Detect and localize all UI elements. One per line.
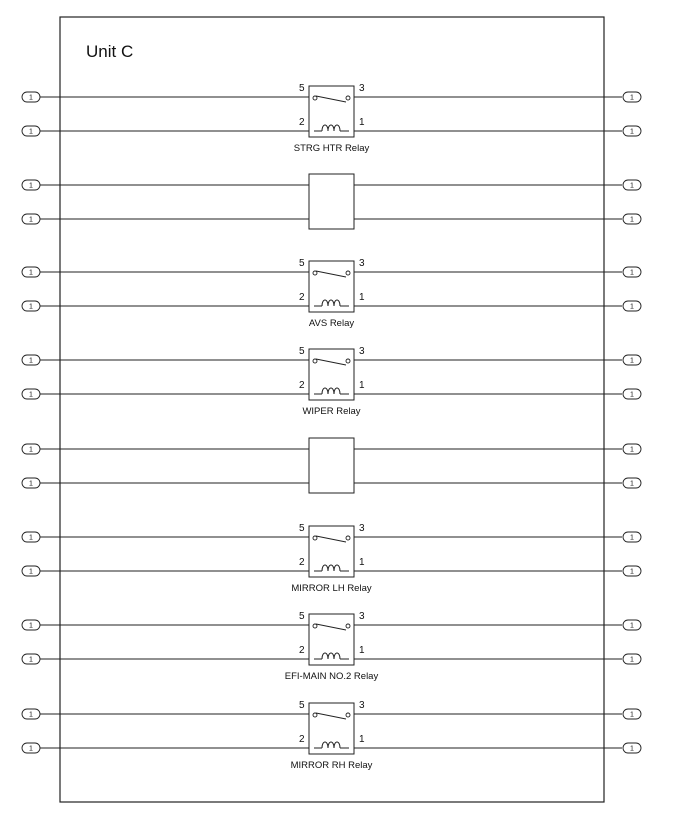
relay-symbol bbox=[309, 261, 354, 312]
connector-pin-label: 1 bbox=[630, 745, 634, 753]
pin-label-bottom-right: 1 bbox=[359, 117, 365, 128]
connector-pin-label: 1 bbox=[630, 216, 634, 224]
relay-row bbox=[22, 611, 641, 682]
switch-contact-left bbox=[313, 713, 317, 717]
switch-contact-right bbox=[346, 536, 350, 540]
switch-contact-left bbox=[313, 271, 317, 275]
connector-left-upper bbox=[22, 267, 40, 277]
pin-label-bottom-left: 2 bbox=[299, 380, 305, 391]
pin-label-top-right: 3 bbox=[359, 523, 365, 534]
pin-label-bottom-left: 2 bbox=[299, 734, 305, 745]
connector-pin-label: 1 bbox=[630, 391, 634, 399]
connector-pin-label: 1 bbox=[29, 534, 33, 542]
connector-pin-label: 1 bbox=[29, 656, 33, 664]
relay-name-label: AVS Relay bbox=[308, 318, 355, 329]
pin-label-bottom-left: 2 bbox=[299, 117, 305, 128]
connector-left-lower bbox=[22, 743, 40, 753]
pin-label-top-right: 3 bbox=[359, 611, 365, 622]
connector-pin-label: 1 bbox=[29, 745, 33, 753]
pin-label-bottom-right: 1 bbox=[359, 380, 365, 391]
pin-label-top-right: 3 bbox=[359, 700, 365, 711]
connector-left-lower bbox=[22, 301, 40, 311]
connector-left-upper bbox=[22, 532, 40, 542]
box-row bbox=[22, 438, 641, 493]
pin-label-bottom-left: 2 bbox=[299, 645, 305, 656]
connector-left-upper bbox=[22, 180, 40, 190]
relay-symbol bbox=[309, 614, 354, 665]
connector-left-lower bbox=[22, 126, 40, 136]
pin-label-top-left: 5 bbox=[299, 523, 305, 534]
pin-label-top-right: 3 bbox=[359, 346, 365, 357]
connector-pin-label: 1 bbox=[29, 622, 33, 630]
pin-label-bottom-right: 1 bbox=[359, 645, 365, 656]
connector-right-upper bbox=[623, 709, 641, 719]
connector-right-lower bbox=[623, 654, 641, 664]
connector-pin-label: 1 bbox=[29, 94, 33, 102]
connector-pin-label: 1 bbox=[29, 182, 33, 190]
switch-contact-right bbox=[346, 359, 350, 363]
connector-left-lower bbox=[22, 214, 40, 224]
pin-label-top-left: 5 bbox=[299, 611, 305, 622]
switch-contact-right bbox=[346, 271, 350, 275]
box-row bbox=[22, 174, 641, 229]
pin-label-bottom-right: 1 bbox=[359, 734, 365, 745]
relay-name-label: MIRROR LH Relay bbox=[291, 583, 372, 594]
relay-symbol bbox=[309, 86, 354, 137]
empty-component-box bbox=[309, 174, 354, 229]
connector-right-lower bbox=[623, 478, 641, 488]
connector-pin-label: 1 bbox=[630, 446, 634, 454]
relay-name-label: WIPER Relay bbox=[302, 406, 361, 417]
connector-right-upper bbox=[623, 620, 641, 630]
pin-label-top-left: 5 bbox=[299, 346, 305, 357]
connector-pin-label: 1 bbox=[29, 216, 33, 224]
connector-pin-label: 1 bbox=[630, 656, 634, 664]
switch-contact-right bbox=[346, 713, 350, 717]
connector-pin-label: 1 bbox=[29, 568, 33, 576]
switch-contact-right bbox=[346, 624, 350, 628]
connector-left-lower bbox=[22, 389, 40, 399]
switch-contact-left bbox=[313, 359, 317, 363]
relay-row bbox=[22, 258, 641, 329]
connector-right-upper bbox=[623, 355, 641, 365]
connector-right-upper bbox=[623, 92, 641, 102]
pin-label-bottom-right: 1 bbox=[359, 292, 365, 303]
connector-left-upper bbox=[22, 444, 40, 454]
relay-name-label: EFI-MAIN NO.2 Relay bbox=[284, 671, 379, 682]
connector-pin-label: 1 bbox=[630, 711, 634, 719]
connector-right-lower bbox=[623, 743, 641, 753]
connector-right-upper bbox=[623, 180, 641, 190]
connector-pin-label: 1 bbox=[29, 357, 33, 365]
connector-pin-label: 1 bbox=[630, 269, 634, 277]
connector-left-upper bbox=[22, 92, 40, 102]
connector-pin-label: 1 bbox=[630, 534, 634, 542]
connector-pin-label: 1 bbox=[630, 622, 634, 630]
relay-row bbox=[22, 346, 641, 417]
connector-left-lower bbox=[22, 654, 40, 664]
connector-pin-label: 1 bbox=[29, 480, 33, 488]
connector-left-lower bbox=[22, 478, 40, 488]
connector-left-upper bbox=[22, 620, 40, 630]
switch-contact-left bbox=[313, 536, 317, 540]
empty-component-box bbox=[309, 438, 354, 493]
connector-pin-label: 1 bbox=[630, 182, 634, 190]
pin-label-top-right: 3 bbox=[359, 258, 365, 269]
relay-name-label: MIRROR RH Relay bbox=[290, 760, 373, 771]
relay-row bbox=[22, 83, 641, 154]
relay-symbol bbox=[309, 349, 354, 400]
connector-left-upper bbox=[22, 709, 40, 719]
connector-right-lower bbox=[623, 301, 641, 311]
connector-right-upper bbox=[623, 444, 641, 454]
pin-label-bottom-left: 2 bbox=[299, 292, 305, 303]
connector-right-upper bbox=[623, 532, 641, 542]
relay-row bbox=[22, 700, 641, 771]
unit-title: Unit C bbox=[86, 42, 134, 61]
pin-label-top-left: 5 bbox=[299, 258, 305, 269]
pin-label-top-left: 5 bbox=[299, 83, 305, 94]
connector-pin-label: 1 bbox=[29, 446, 33, 454]
relay-row bbox=[22, 523, 641, 594]
connector-right-upper bbox=[623, 267, 641, 277]
switch-contact-left bbox=[313, 624, 317, 628]
connector-pin-label: 1 bbox=[29, 303, 33, 311]
connector-pin-label: 1 bbox=[29, 391, 33, 399]
connector-right-lower bbox=[623, 389, 641, 399]
pin-label-top-left: 5 bbox=[299, 700, 305, 711]
pin-label-bottom-right: 1 bbox=[359, 557, 365, 568]
connector-left-lower bbox=[22, 566, 40, 576]
connector-right-lower bbox=[623, 566, 641, 576]
connector-pin-label: 1 bbox=[630, 94, 634, 102]
relay-symbol bbox=[309, 526, 354, 577]
relay-name-label: STRG HTR Relay bbox=[293, 143, 370, 154]
pin-label-top-right: 3 bbox=[359, 83, 365, 94]
connector-right-lower bbox=[623, 214, 641, 224]
connector-pin-label: 1 bbox=[630, 303, 634, 311]
connector-left-upper bbox=[22, 355, 40, 365]
switch-contact-right bbox=[346, 96, 350, 100]
connector-pin-label: 1 bbox=[630, 480, 634, 488]
relay-symbol bbox=[309, 703, 354, 754]
pin-label-bottom-left: 2 bbox=[299, 557, 305, 568]
connector-pin-label: 1 bbox=[630, 568, 634, 576]
switch-contact-left bbox=[313, 96, 317, 100]
connector-right-lower bbox=[623, 126, 641, 136]
connector-pin-label: 1 bbox=[29, 269, 33, 277]
connector-pin-label: 1 bbox=[630, 357, 634, 365]
connector-pin-label: 1 bbox=[29, 128, 33, 136]
connector-pin-label: 1 bbox=[630, 128, 634, 136]
connector-pin-label: 1 bbox=[29, 711, 33, 719]
